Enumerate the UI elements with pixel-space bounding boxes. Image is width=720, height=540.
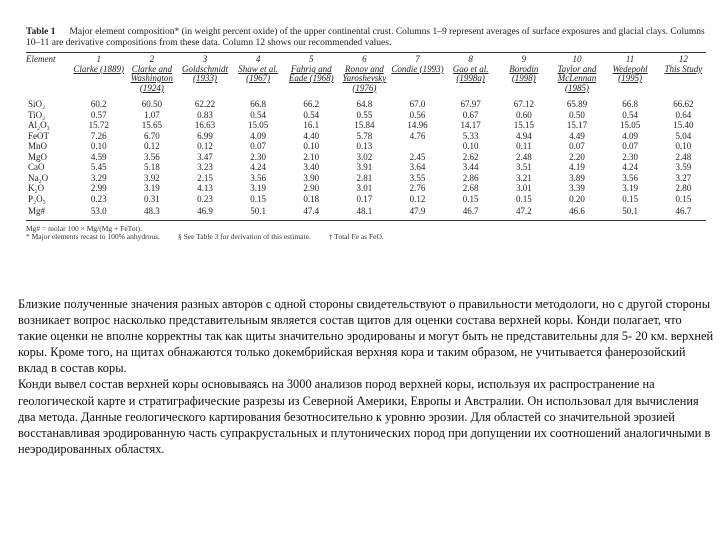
column-number: 11 bbox=[625, 54, 635, 64]
table-cell: 0.50 bbox=[569, 109, 585, 120]
table-cell: 0.10 bbox=[675, 141, 692, 151]
table-cell: 60.2 bbox=[90, 99, 107, 109]
row-element: K₂O bbox=[28, 183, 45, 193]
row-element: TiO₂ bbox=[28, 109, 46, 120]
column-header bbox=[285, 53, 338, 96]
table-cell: 3.01 bbox=[356, 183, 373, 193]
row-element: SiO₂ bbox=[28, 99, 46, 109]
row-element: Mg# bbox=[28, 206, 46, 216]
table-row bbox=[26, 204, 710, 217]
table-cell: 3.56 bbox=[143, 151, 160, 162]
table-cell: 3.19 bbox=[250, 183, 266, 193]
table-cell: 3.39 bbox=[569, 183, 585, 193]
table-cell: 0.64 bbox=[675, 109, 692, 120]
table-cell: 65.89 bbox=[566, 99, 588, 109]
table-cell: 0.10 bbox=[90, 141, 107, 151]
table-cell: 2.68 bbox=[462, 183, 479, 193]
column-source: Condie (1993) bbox=[391, 63, 444, 74]
table-cell: 15.17 bbox=[566, 120, 588, 130]
column-source: Wedepohl (1995) bbox=[612, 63, 648, 83]
table-cell: 0.15 bbox=[462, 193, 479, 204]
column-header bbox=[657, 53, 710, 96]
table-row bbox=[26, 194, 710, 205]
table-cell: 3.44 bbox=[462, 162, 479, 172]
table-cell: 0.15 bbox=[622, 193, 638, 204]
table-cell: 3.64 bbox=[409, 162, 426, 172]
table-cell: 2.99 bbox=[90, 183, 107, 193]
table-cell: 2.20 bbox=[569, 151, 585, 162]
table-header bbox=[26, 53, 710, 96]
table-cell bbox=[391, 141, 444, 152]
table-cell: 47.9 bbox=[409, 206, 426, 216]
table-cell: 50.1 bbox=[250, 206, 266, 216]
table-cell: 67.97 bbox=[460, 99, 481, 109]
table-cell: 2.45 bbox=[409, 151, 426, 162]
table-cell: 0.15 bbox=[675, 193, 692, 204]
table-cell: 46.6 bbox=[569, 206, 585, 216]
table-row bbox=[26, 173, 710, 184]
table-cell: 0.13 bbox=[356, 141, 373, 151]
column-header bbox=[497, 53, 550, 96]
table-cell: 2.90 bbox=[303, 183, 320, 193]
table-cell: 15.15 bbox=[513, 120, 534, 130]
column-source: Clarke and Washington (1924) bbox=[130, 63, 173, 93]
table-caption-text: Major element composition* (in weight percent oxide) of the upper continental crust. Columns 1–9 represent averages of surface exposures and glacial clays. Columns 10–11 are derivative compositions from these data. Column 12 shows our recommended values. bbox=[26, 27, 705, 48]
table-cell: 1.07 bbox=[143, 109, 160, 120]
table-cell: 0.57 bbox=[90, 109, 107, 120]
table-cell: 3.51 bbox=[515, 162, 532, 172]
column-number: 7 bbox=[415, 54, 420, 64]
table-cell: 2.86 bbox=[462, 172, 479, 183]
table-cell: 0.60 bbox=[515, 109, 532, 120]
table-cell: 0.23 bbox=[90, 193, 107, 204]
table-cell: 62.22 bbox=[194, 99, 216, 109]
table-cell: 67.0 bbox=[409, 99, 426, 109]
table-cell: 4.24 bbox=[622, 162, 638, 172]
table-cell: 3.29 bbox=[90, 172, 107, 183]
table-cell: 53.0 bbox=[90, 206, 107, 216]
table-cell: 4.13 bbox=[197, 183, 213, 193]
table-cell: 7.26 bbox=[90, 130, 107, 141]
table-cell: 3.40 bbox=[303, 162, 320, 172]
table-cell: 14.96 bbox=[407, 120, 428, 130]
column-source: Ronov and Yaroshevsky (1976) bbox=[342, 63, 387, 93]
column-header bbox=[72, 53, 125, 96]
table-cell: 4.09 bbox=[250, 130, 266, 141]
table-cell: 0.54 bbox=[303, 109, 320, 120]
table-cell: 3.92 bbox=[143, 172, 160, 183]
table-cell: 47.4 bbox=[303, 206, 320, 216]
table-cell: 5.04 bbox=[675, 130, 692, 141]
table-cell: 4.94 bbox=[515, 130, 532, 141]
table-row bbox=[26, 162, 710, 173]
column-source: Goldschmidt (1933) bbox=[181, 63, 228, 83]
table-cell: 0.55 bbox=[356, 109, 373, 120]
table-cell: 66.2 bbox=[303, 99, 320, 109]
table-cell: 0.12 bbox=[143, 141, 160, 151]
column-source: Gao et al. (1998a) bbox=[452, 63, 489, 83]
table-cell: 0.12 bbox=[197, 141, 213, 151]
table-row bbox=[26, 183, 710, 194]
table-cell: 66.8 bbox=[622, 99, 638, 109]
table-cell: 46.7 bbox=[675, 206, 692, 216]
table-cell: 3.47 bbox=[197, 151, 213, 162]
table-cell: 60.50 bbox=[141, 99, 162, 109]
column-header bbox=[232, 53, 285, 96]
footnote: * Major elements recast to 100% anhydrous. bbox=[26, 232, 160, 241]
table-cell: 4.76 bbox=[409, 130, 426, 141]
table-cell: 48.3 bbox=[143, 206, 160, 216]
table-body bbox=[26, 96, 710, 217]
table-cell: 0.67 bbox=[462, 109, 479, 120]
table-cell: 66.62 bbox=[673, 99, 694, 109]
table-cell: 4.40 bbox=[303, 130, 320, 141]
table-cell: 15.05 bbox=[619, 120, 641, 130]
table-cell: 4.24 bbox=[250, 162, 266, 172]
table-cell: 3.19 bbox=[622, 183, 638, 193]
table-cell: 2.48 bbox=[675, 151, 692, 162]
column-source: Fahrig and Eade (1968) bbox=[288, 63, 334, 83]
table-cell: 2.81 bbox=[356, 172, 373, 183]
table-cell: 46.9 bbox=[197, 206, 213, 216]
column-number: 6 bbox=[362, 54, 367, 64]
table-bottom-rule bbox=[26, 220, 706, 221]
composition-table bbox=[26, 53, 710, 217]
table-cell: 6.99 bbox=[197, 130, 213, 141]
table-cell: 2.15 bbox=[197, 172, 213, 183]
table-row bbox=[26, 131, 710, 142]
table-cell: 0.15 bbox=[515, 193, 532, 204]
column-number: 2 bbox=[149, 54, 155, 64]
column-number: 1 bbox=[96, 54, 101, 64]
table-cell: 0.10 bbox=[462, 141, 479, 151]
table-cell: 0.54 bbox=[250, 109, 266, 120]
table-cell: 0.12 bbox=[409, 193, 426, 204]
table-cell: 0.18 bbox=[303, 193, 320, 204]
table-cell: 14.17 bbox=[460, 120, 481, 130]
table-cell: 4.09 bbox=[622, 130, 638, 141]
column-number: 5 bbox=[309, 54, 314, 64]
table-cell: 5.33 bbox=[462, 130, 479, 141]
column-header bbox=[391, 53, 444, 96]
scanned-table bbox=[26, 27, 706, 242]
table-cell: 3.59 bbox=[675, 162, 692, 172]
table-row bbox=[26, 120, 710, 131]
table-cell: 16.1 bbox=[303, 120, 320, 130]
table-cell: 2.10 bbox=[303, 151, 320, 162]
paragraph: Близкие полученные значения разных авторов с одной стороны свидетельствуют о правильности методологи, но с другой стороны возникает вопрос насколько представительным является состав щитов для оценки состава верхней коры. Конди полагает, что такие оценки не вполне корректны так как щиты значительно эродированы и могут быть не представительны для 5- 20 км. верхней коры. Кроме того, на щитах обнажаются только докембрийская верхняя кора и таким образом, не учитывается фанерозойский вклад в состав коры. bbox=[18, 297, 714, 376]
table-cell: 15.05 bbox=[247, 120, 269, 130]
table-cell: 0.20 bbox=[569, 193, 585, 204]
table-cell: 3.01 bbox=[515, 183, 532, 193]
table-cell: 66.8 bbox=[250, 99, 266, 109]
table-cell: 0.15 bbox=[250, 193, 266, 204]
table-cell: 0.07 bbox=[569, 141, 585, 151]
table-cell: 0.17 bbox=[356, 193, 373, 204]
table-cell: 5.78 bbox=[356, 130, 373, 141]
table-cell: 15.72 bbox=[88, 120, 109, 130]
footnote-line: Mg# = molar 100 × Mg/(Mg + FeTot). bbox=[26, 223, 142, 233]
column-header bbox=[125, 53, 178, 96]
table-cell: 3.02 bbox=[356, 151, 373, 162]
table-cell: 2.76 bbox=[409, 183, 426, 193]
table-cell: 15.65 bbox=[141, 120, 162, 130]
column-number: 3 bbox=[202, 54, 208, 64]
table-footnotes bbox=[26, 225, 706, 242]
table-row bbox=[26, 152, 710, 163]
row-element: Al₂O₃ bbox=[28, 120, 50, 130]
table-cell: 4.19 bbox=[569, 162, 585, 172]
table-cell: 0.83 bbox=[197, 109, 213, 120]
table-cell: 3.21 bbox=[515, 172, 532, 183]
table-cell: 3.55 bbox=[409, 172, 426, 183]
table-cell: 50.1 bbox=[622, 206, 638, 216]
table-cell: 6.70 bbox=[143, 130, 160, 141]
table-cell: 0.54 bbox=[622, 109, 638, 120]
column-number: 10 bbox=[572, 54, 582, 64]
table-cell: 4.49 bbox=[569, 130, 585, 141]
column-source: Shaw et al. (1967) bbox=[238, 63, 278, 83]
table-row bbox=[26, 96, 710, 110]
table-cell: 3.89 bbox=[569, 172, 585, 183]
column-number: 12 bbox=[678, 54, 688, 64]
table-cell: 47.2 bbox=[515, 206, 532, 216]
row-element: P₂O₅ bbox=[28, 193, 46, 204]
table-row bbox=[26, 141, 710, 152]
table-cell: 3.56 bbox=[622, 172, 638, 183]
table-cell: 2.30 bbox=[250, 151, 266, 162]
table-cell: 0.11 bbox=[516, 141, 532, 151]
table-cell: 67.12 bbox=[513, 99, 534, 109]
table-cell: 15.84 bbox=[354, 120, 375, 130]
table-cell: 0.07 bbox=[622, 141, 638, 151]
row-element: MnO bbox=[28, 141, 48, 151]
column-header bbox=[444, 53, 497, 96]
column-header bbox=[338, 53, 391, 96]
table-cell: 3.56 bbox=[250, 172, 266, 183]
table-cell: 2.62 bbox=[462, 151, 479, 162]
row-element: CaO bbox=[28, 162, 45, 172]
table-label: Table 1 bbox=[26, 27, 56, 37]
column-number: 9 bbox=[521, 54, 527, 64]
table-cell: 4.59 bbox=[90, 151, 107, 162]
column-header bbox=[178, 53, 231, 96]
table-cell: 64.8 bbox=[356, 99, 373, 109]
table-cell: 2.30 bbox=[622, 151, 638, 162]
table-header-row bbox=[26, 53, 710, 96]
table-cell: 0.07 bbox=[250, 141, 266, 151]
table-cell: 0.10 bbox=[303, 141, 320, 151]
table-caption bbox=[26, 27, 706, 49]
table-cell: 3.90 bbox=[303, 172, 320, 183]
table-row bbox=[26, 110, 710, 121]
column-source: This Study bbox=[664, 63, 703, 74]
table-cell: 46.7 bbox=[462, 206, 479, 216]
table-cell: 0.23 bbox=[197, 193, 213, 204]
column-header bbox=[604, 53, 657, 96]
footnote: § See Table 3 for derivation of this estimate. bbox=[177, 232, 311, 241]
table-cell: 2.48 bbox=[515, 151, 532, 162]
table-cell: 0.56 bbox=[409, 109, 426, 120]
column-number: 4 bbox=[255, 54, 261, 64]
table-cell: 15.40 bbox=[673, 120, 694, 130]
table-cell: 2.80 bbox=[675, 183, 692, 193]
table-cell: 5.18 bbox=[143, 162, 160, 172]
row-element: MgO bbox=[28, 151, 48, 162]
table-cell: 48.1 bbox=[356, 206, 373, 216]
paragraph: Конди вывел состав верхней коры основываясь на 3000 анализов пород верхней коры, используя их распространение на геологической карте и стратиграфические разрезы из Северной Америки, Европы и Австралии. Он использовал для вычисления два метода. Данные геологического картирования безотносительно к уровню эрозии. Для областей со значительной эрозией восстанавливая эродированную часть супракрустальных и плутонических пород при допущении их соотношений аналогичными в неэродированных областях. bbox=[18, 377, 711, 456]
table-cell: 3.19 bbox=[143, 183, 160, 193]
table-cell: 3.91 bbox=[356, 162, 373, 172]
column-source: Taylor and McLennan (1985) bbox=[557, 63, 597, 93]
column-number: 8 bbox=[468, 54, 473, 64]
table-cell: 3.23 bbox=[197, 162, 213, 172]
column-source: Borodin (1998) bbox=[509, 63, 539, 83]
column-header bbox=[550, 53, 603, 96]
body-text bbox=[18, 296, 714, 457]
table-cell: 3.27 bbox=[675, 172, 692, 183]
table-cell: 0.31 bbox=[143, 193, 160, 204]
footnote-row bbox=[26, 233, 706, 242]
element-header: Element bbox=[26, 54, 56, 64]
footnote: † Total Fe as FeO. bbox=[328, 232, 384, 241]
column-source: Clarke (1889) bbox=[73, 63, 125, 74]
table-cell: 16.63 bbox=[194, 120, 216, 130]
table-cell: 5.45 bbox=[90, 162, 107, 172]
row-element: Na₂O bbox=[28, 172, 49, 183]
row-element: FeOT bbox=[28, 130, 49, 141]
